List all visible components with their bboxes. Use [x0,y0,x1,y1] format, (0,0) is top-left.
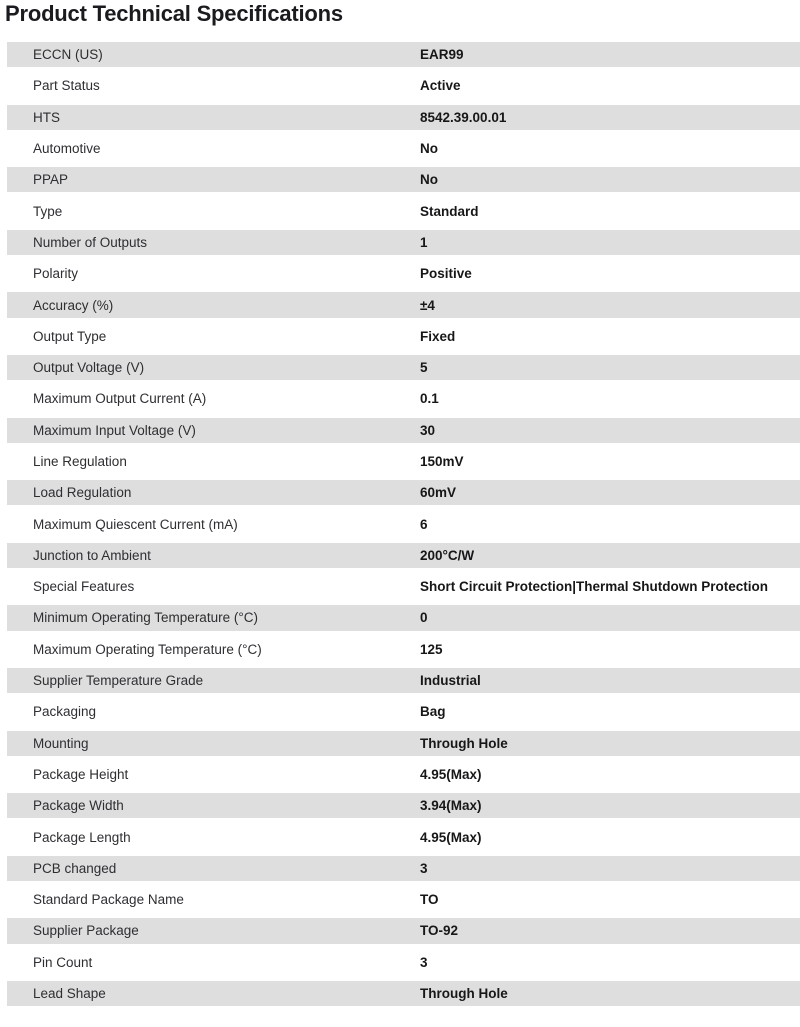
spec-label: Polarity [33,266,79,282]
spec-label: Line Regulation [33,454,127,469]
product-spec-table [7,42,800,1006]
table-row [7,856,800,881]
spec-label: ECCN (US) [33,47,103,63]
spec-label: Maximum Input Voltage (V) [33,422,196,438]
table-row [7,950,800,975]
spec-value: 4.95(Max) [420,766,482,782]
spec-label: Package Length [33,829,131,845]
spec-label: Packaging [33,704,97,720]
table-row [7,511,800,536]
table-row [7,386,800,411]
table-row [7,637,800,662]
spec-label: Package Height [33,766,129,782]
spec-label: Type [33,203,63,219]
spec-label: Supplier Package [33,923,139,939]
table-row [7,605,800,630]
spec-value: Standard [420,203,479,219]
spec-label: Accuracy (%) [33,297,114,313]
table-row [7,261,800,286]
table-row [7,918,800,943]
spec-value: 3 [420,860,428,876]
spec-value: Bag [420,704,446,720]
table-row [7,324,800,349]
spec-value: Positive [420,266,472,282]
spec-value: 4.95(Max) [420,829,482,845]
spec-value: Fixed [420,328,456,344]
table-row [7,292,800,317]
table-row [7,418,800,443]
spec-label: Supplier Temperature Grade [33,673,204,689]
spec-value: 3.94(Max) [420,798,482,814]
spec-value: 60mV [420,485,457,501]
spec-label: Lead Shape [33,986,106,1002]
spec-label: Special Features [33,579,135,595]
spec-value: No [420,141,438,157]
spec-value: 0 [420,610,428,626]
spec-value: 3 [420,954,428,970]
spec-label: PPAP [33,172,69,188]
table-row [7,668,800,693]
spec-label: Part Status [33,78,100,94]
table-row [7,793,800,818]
spec-value: 8542.39.00.01 [420,109,507,125]
spec-label: Package Width [33,798,124,814]
table-row [7,230,800,255]
spec-label: Output Voltage (V) [33,360,145,376]
table-row [7,136,800,161]
table-row [7,73,800,98]
table-row [7,699,800,724]
spec-value: TO [420,892,439,908]
table-row [7,105,800,130]
table-row [7,198,800,223]
page-title: Product Technical Specifications [5,1,343,26]
spec-value: 5 [420,360,428,376]
spec-value: Industrial [420,673,481,689]
spec-label: Automotive [33,141,101,157]
table-row [7,42,800,67]
spec-label: Maximum Output Current (A) [33,391,207,407]
spec-value: Through Hole [420,735,508,751]
table-row [7,887,800,912]
table-row [7,480,800,505]
table-row [7,167,800,192]
spec-value: 150mV [420,454,464,469]
spec-value: 1 [420,234,428,250]
spec-value: 125 [420,641,443,657]
spec-value: Short Circuit Protection|Thermal Shutdown Protection [420,579,769,595]
table-row [7,731,800,756]
table-row [7,543,800,568]
table-row [7,449,800,474]
table-row [7,981,800,1006]
spec-label: Standard Package Name [33,892,184,908]
spec-value: No [420,172,438,188]
table-row [7,762,800,787]
spec-value: Active [420,78,461,94]
spec-label: Junction to Ambient [33,547,151,563]
spec-value: 200°C/W [420,547,475,563]
table-row [7,574,800,599]
spec-label: Mounting [33,735,89,751]
spec-value: TO-92 [420,923,459,939]
spec-value: 0.1 [420,391,439,407]
spec-value: EAR99 [420,47,464,63]
spec-value: ±4 [420,297,435,313]
spec-value: Through Hole [420,986,508,1002]
table-row [7,355,800,380]
spec-label: Maximum Quiescent Current (mA) [33,516,238,532]
spec-value: 30 [420,422,436,438]
spec-label: Pin Count [33,954,93,970]
spec-value: 6 [420,516,428,532]
spec-label: HTS [33,109,60,125]
table-row [7,824,800,849]
spec-label: Load Regulation [33,485,132,501]
spec-label: Output Type [33,328,107,344]
spec-label: PCB changed [33,860,117,876]
spec-label: Maximum Operating Temperature (°C) [33,641,262,657]
spec-label: Number of Outputs [33,234,148,250]
spec-label: Minimum Operating Temperature (°C) [33,610,258,626]
